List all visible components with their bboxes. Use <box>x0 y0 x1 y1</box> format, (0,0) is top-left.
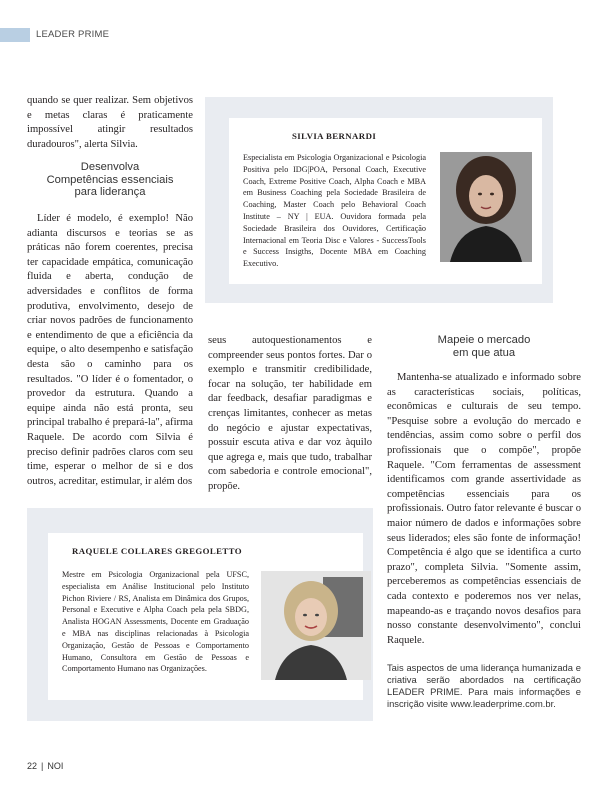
certification-note: Tais aspectos de uma liderança humanizada e criativa serão abordados na certificação LEADER PRIME. Para mais informações e inscrição visite www.leaderprime.com.br. <box>387 662 581 709</box>
column-1 <box>27 94 193 152</box>
profile-photo <box>261 571 371 680</box>
profile-bio: Especialista em Psicologia Organizacional e Psicologia Positiva pelo IDG|POA, Personal Coach, Executive Coach, Extreme Positive Coach, Alpha Coach e MBA em Business Coaching pela Sociedade Brasileira de Coaching, Master Coach pelo Behavioral Coach Institute – NY | EUA. Ouvidora formada pela Sociedade Brasileira dos Ouvidores, Certificação Internacional em Teoria Disc e Valores - SuccessTools e Success Insigths, Docente MBA em Coaching Executivo. <box>243 153 426 269</box>
page-number: 22 <box>27 761 38 771</box>
column-1-body <box>27 212 193 489</box>
profile-photo <box>440 152 532 262</box>
subheading-mercado <box>387 334 581 359</box>
column-3 <box>387 371 581 648</box>
section-title: LEADER PRIME <box>36 29 110 40</box>
profile-card-silvia <box>229 118 542 284</box>
profile-name: SILVIA BERNARDI <box>292 131 377 141</box>
subheading-line: Desenvolva <box>80 161 140 173</box>
paragraph-top: quando se quer realizar. Sem objetivos e metas claras é praticamente impossível atingir resultados duradouros", alerta Silvia. <box>27 95 193 150</box>
subheading-line: em que atua <box>452 346 516 359</box>
paragraph-main: Líder é modelo, é exemplo! Não adianta discursos e teorias se as práticas não forem coerentes, precisa ter capacidade empática, comunicação fluida e aberta, condução de adversidades e conflitos de forma produtiva, envolvimento, desejo de criar novos padrões de funcionamento e entendimento de que a eficiência da equipe, o alto desempenho e satisfação desta são o caminho para os resultados. "O líder é o fomentador, o provedor da estrutura. Quando a equipe ainda não está pronta, seu principal trabalho é prepará-la", afirma Raquele. De acordo com Silvia é preciso definir padrões claros com seu time, esperar o melhor de si e dos outros, acreditar, estimular, ir além dos <box>27 213 193 487</box>
profile-name: RAQUELE COLLARES GREGOLETTO <box>72 546 242 556</box>
header-accent-bar <box>0 28 30 42</box>
portrait-illustration <box>440 152 532 262</box>
profile-card-raquele <box>48 533 363 700</box>
column-2 <box>208 334 372 495</box>
paragraph-col2: seus autoquestionamentos e compreender seus pontos fortes. Dar o exemplo e transmitir credibilidade, focar na solução, ter habilidade em dar feedback, desafiar paradigmas e crenças limitantes, conhecer as metas do negócio e ajustar expectativas, possuir escuta ativa e dar voz àquilo que agrega e, mais que tudo, trabalhar com sabedoria e controle emocional", propõe. <box>208 335 372 492</box>
subheading-line: para liderança <box>74 186 146 199</box>
profile-bio: Mestre em Psicologia Organizacional pela UFSC, especialista em Análise Institucional pelo Instituto Pichon Riviere / RS, Analista em Dinâmica dos Grupos, Personal e Executive e Alpha Coach pela pela SBDG, Analista HOGAN Assessments, Docente em Graduação e MBA nas disciplinas relacionadas à Psicologia Organização, Gestão de Pessoas e Comportamento Humano, Consultora em Gestão de Pessoas e Comportamento Humano nas Organizações. <box>62 570 249 674</box>
magazine-name: NOI <box>47 761 64 771</box>
page-footer <box>27 761 63 771</box>
portrait-illustration <box>261 571 371 680</box>
subheading-line: Competências essenciais <box>46 173 174 186</box>
paragraph-col3: Mantenha-se atualizado e informado sobre as características sociais, políticas, econômicas e culturais de seu tempo. "Pesquise sobre a evolução do mercado e tendências, assim como sobre o perfil dos profissionais que o compõe", propõe Raquele. "Com ferramentas de assessment identificamos com grande assertividade as competências essenciais para os profissionais. Outro fator relevante é buscar o maior número de dados e informações sobre seus liderados; eles são fonte de informação! Competência é algo que se identifica a curto prazo", completa Silvia. "Somente assim, perceberemos as competências essenciais de cada contexto e poderemos nos ver nelas, mapeando-as e traçando novos desafios para nosso constante desenvolvimento", conclui Raquele. <box>387 372 581 646</box>
footer-separator: | <box>41 761 44 771</box>
subheading-competencias <box>27 161 193 199</box>
subheading-line: Mapeie o mercado <box>437 334 531 346</box>
